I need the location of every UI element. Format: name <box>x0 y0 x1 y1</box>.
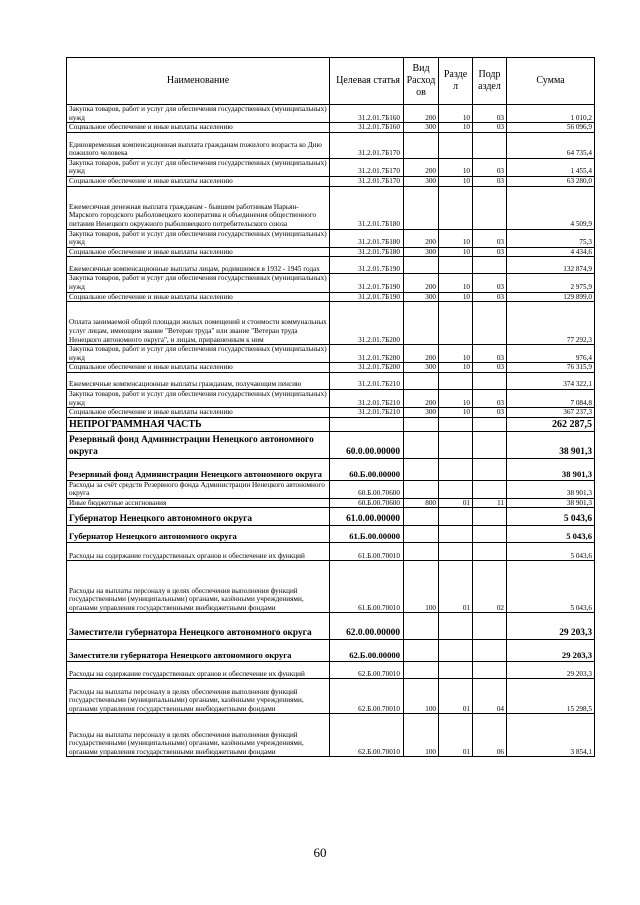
cell-sum: 76 315,9 <box>507 363 595 373</box>
cell-sum: 38 901,3 <box>507 431 595 458</box>
cell-sum: 262 287,5 <box>507 417 595 431</box>
cell-sum: 77 292,3 <box>507 302 595 345</box>
cell-podr: 03 <box>473 176 507 186</box>
cell-code <box>330 417 404 431</box>
table-row <box>67 292 595 302</box>
cell-vid <box>404 613 439 640</box>
cell-name: Расходы на содержание государственных органов и обеспечение их функций <box>67 543 330 561</box>
cell-sum: 374 322,1 <box>507 372 595 389</box>
cell-podr <box>473 186 507 229</box>
cell-name: Социальное обеспечение и иные выплаты населению <box>67 363 330 373</box>
cell-razd <box>439 480 473 498</box>
cell-code: 60.Б.00.70600 <box>330 480 404 498</box>
cell-vid <box>404 526 439 543</box>
cell-vid: 200 <box>404 105 439 123</box>
table-row <box>67 247 595 257</box>
cell-code: 31.2.01.7Б190 <box>330 257 404 274</box>
cell-sum: 5 043,6 <box>507 543 595 561</box>
cell-vid <box>404 132 439 158</box>
cell-vid: 200 <box>404 158 439 176</box>
cell-code: 31.2.01.7Б170 <box>330 132 404 158</box>
cell-podr: 03 <box>473 229 507 247</box>
cell-podr <box>473 526 507 543</box>
cell-razd: 10 <box>439 389 473 407</box>
cell-name: Социальное обеспечение и иные выплаты населению <box>67 292 330 302</box>
cell-vid <box>404 431 439 458</box>
cell-sum: 976,4 <box>507 345 595 363</box>
cell-razd: 01 <box>439 561 473 613</box>
cell-name: Заместители губернатора Ненецкого автономного округа <box>67 640 330 662</box>
cell-code: 31.2.01.7Б200 <box>330 302 404 345</box>
cell-name: Социальное обеспечение и иные выплаты населению <box>67 247 330 257</box>
cell-sum: 1 010,2 <box>507 105 595 123</box>
cell-vid <box>404 640 439 662</box>
cell-razd: 10 <box>439 274 473 292</box>
cell-vid <box>404 372 439 389</box>
cell-vid: 300 <box>404 247 439 257</box>
cell-sum: 15 298,5 <box>507 679 595 714</box>
header-sum: Сумма <box>507 58 595 105</box>
cell-name: Ежемесячная денежная выплата гражданам - бывшим работникам Нарьян-Марского городского рыболовецкого кооператива и объединения общественного питания Ненецкого окружного рыболовецкого потребительского союза <box>67 186 330 229</box>
cell-vid <box>404 480 439 498</box>
table-row <box>67 176 595 186</box>
header-target: Целевая статья <box>330 58 404 105</box>
cell-podr: 03 <box>473 247 507 257</box>
cell-sum: 75,3 <box>507 229 595 247</box>
cell-podr <box>473 458 507 480</box>
table-row <box>67 363 595 373</box>
cell-vid: 300 <box>404 176 439 186</box>
header-name: Наименование <box>67 58 330 105</box>
cell-code: 60.Б.00.00000 <box>330 458 404 480</box>
cell-sum: 5 043,6 <box>507 508 595 526</box>
cell-name: Ежемесячные компенсационные выплаты лицам, родившимся в 1932 - 1945 годах <box>67 257 330 274</box>
cell-vid <box>404 508 439 526</box>
table-row <box>67 274 595 292</box>
table-row <box>67 345 595 363</box>
table-row <box>67 526 595 543</box>
cell-name: Расходы на содержание государственных органов и обеспечение их функций <box>67 662 330 679</box>
cell-razd: 01 <box>439 714 473 757</box>
cell-razd: 10 <box>439 158 473 176</box>
cell-code: 31.2.01.7Б200 <box>330 363 404 373</box>
cell-razd: 01 <box>439 498 473 508</box>
cell-sum: 2 975,9 <box>507 274 595 292</box>
table-row <box>67 257 595 274</box>
cell-name: Губернатор Ненецкого автономного округа <box>67 508 330 526</box>
cell-code: 31.2.01.7Б210 <box>330 372 404 389</box>
cell-razd: 10 <box>439 345 473 363</box>
cell-vid <box>404 662 439 679</box>
cell-podr: 03 <box>473 408 507 418</box>
cell-vid: 300 <box>404 363 439 373</box>
cell-vid: 200 <box>404 274 439 292</box>
cell-razd: 10 <box>439 229 473 247</box>
cell-name: Единовременная компенсационная выплата гражданам пожилого возраста ко Дню пожилого человека <box>67 132 330 158</box>
table-row <box>67 640 595 662</box>
cell-vid <box>404 417 439 431</box>
cell-code: 31.2.01.7Б170 <box>330 158 404 176</box>
cell-podr <box>473 431 507 458</box>
cell-code: 31.2.01.7Б170 <box>330 176 404 186</box>
cell-podr: 03 <box>473 123 507 133</box>
cell-razd: 01 <box>439 679 473 714</box>
cell-name: Закупка товаров, работ и услуг для обеспечения государственных (муниципальных) нужд <box>67 389 330 407</box>
cell-razd <box>439 257 473 274</box>
header-vid: Вид Расход ов <box>404 58 439 105</box>
cell-razd <box>439 431 473 458</box>
cell-name: Расходы на выплаты персоналу в целях обеспечения выполнения функций государственными (муниципальными) органами, казёнными учреждениями, органами управления государственными внебюджетными фондами <box>67 714 330 757</box>
budget-table <box>66 57 595 757</box>
cell-razd: 10 <box>439 123 473 133</box>
cell-podr <box>473 132 507 158</box>
cell-podr <box>473 508 507 526</box>
table-row <box>67 543 595 561</box>
cell-razd <box>439 186 473 229</box>
cell-vid: 300 <box>404 408 439 418</box>
cell-podr: 03 <box>473 389 507 407</box>
cell-podr: 03 <box>473 274 507 292</box>
table-row <box>67 389 595 407</box>
cell-name: Заместители губернатора Ненецкого автономного округа <box>67 613 330 640</box>
cell-razd <box>439 458 473 480</box>
cell-sum: 3 854,1 <box>507 714 595 757</box>
table-row <box>67 372 595 389</box>
cell-code: 31.2.01.7Б180 <box>330 186 404 229</box>
cell-razd: 10 <box>439 176 473 186</box>
cell-sum: 367 237,3 <box>507 408 595 418</box>
cell-sum: 38 901,3 <box>507 480 595 498</box>
cell-name: Расходы на выплаты персоналу в целях обеспечения выполнения функций государственными (муниципальными) органами, казёнными учреждениями, органами управления государственными внебюджетными фондами <box>67 561 330 613</box>
cell-razd <box>439 613 473 640</box>
table-row <box>67 302 595 345</box>
cell-name: Закупка товаров, работ и услуг для обеспечения государственных (муниципальных) нужд <box>67 229 330 247</box>
table-row <box>67 431 595 458</box>
cell-code: 62.Б.00.70010 <box>330 662 404 679</box>
cell-vid: 200 <box>404 389 439 407</box>
cell-podr <box>473 640 507 662</box>
table-row <box>67 561 595 613</box>
cell-razd <box>439 526 473 543</box>
cell-podr <box>473 543 507 561</box>
cell-podr <box>473 372 507 389</box>
cell-code: 31.2.01.7Б180 <box>330 229 404 247</box>
cell-code: 62.Б.00.00000 <box>330 640 404 662</box>
cell-razd <box>439 543 473 561</box>
table-row <box>67 679 595 714</box>
cell-razd <box>439 662 473 679</box>
cell-razd <box>439 640 473 662</box>
cell-code: 31.2.01.7Б180 <box>330 247 404 257</box>
cell-podr: 03 <box>473 363 507 373</box>
cell-razd: 10 <box>439 408 473 418</box>
cell-code: 60.0.00.00000 <box>330 431 404 458</box>
cell-podr <box>473 257 507 274</box>
cell-podr: 03 <box>473 345 507 363</box>
cell-code: 60.Б.00.70600 <box>330 498 404 508</box>
cell-name: Закупка товаров, работ и услуг для обеспечения государственных (муниципальных) нужд <box>67 274 330 292</box>
cell-name: НЕПРОГРАММНАЯ ЧАСТЬ <box>67 417 330 431</box>
table-row <box>67 613 595 640</box>
cell-name: Социальное обеспечение и иные выплаты населению <box>67 408 330 418</box>
cell-code: 61.Б.00.70010 <box>330 561 404 613</box>
cell-podr: 06 <box>473 714 507 757</box>
cell-sum: 1 455,4 <box>507 158 595 176</box>
cell-sum: 4 509,9 <box>507 186 595 229</box>
cell-sum: 38 901,3 <box>507 498 595 508</box>
cell-vid <box>404 186 439 229</box>
cell-podr <box>473 302 507 345</box>
cell-code: 62.Б.00.70010 <box>330 714 404 757</box>
cell-code: 31.2.01.7Б190 <box>330 274 404 292</box>
cell-podr <box>473 662 507 679</box>
table-row <box>67 498 595 508</box>
cell-sum: 64 735,4 <box>507 132 595 158</box>
cell-name: Губернатор Ненецкого автономного округа <box>67 526 330 543</box>
cell-vid: 100 <box>404 561 439 613</box>
cell-code: 61.Б.00.00000 <box>330 526 404 543</box>
cell-sum: 38 901,3 <box>507 458 595 480</box>
cell-code: 62.0.00.00000 <box>330 613 404 640</box>
cell-sum: 29 203,3 <box>507 640 595 662</box>
cell-podr: 03 <box>473 292 507 302</box>
cell-podr <box>473 417 507 431</box>
cell-name: Закупка товаров, работ и услуг для обеспечения государственных (муниципальных) нужд <box>67 105 330 123</box>
table-row <box>67 417 595 431</box>
cell-code: 31.2.01.7Б210 <box>330 389 404 407</box>
cell-podr: 03 <box>473 158 507 176</box>
cell-sum: 56 096,9 <box>507 123 595 133</box>
cell-razd <box>439 508 473 526</box>
cell-vid <box>404 302 439 345</box>
cell-sum: 7 084,8 <box>507 389 595 407</box>
cell-razd <box>439 372 473 389</box>
cell-podr <box>473 480 507 498</box>
table-row <box>67 662 595 679</box>
cell-sum: 4 434,6 <box>507 247 595 257</box>
budget-table-container <box>66 57 594 757</box>
cell-name: Социальное обеспечение и иные выплаты населению <box>67 176 330 186</box>
cell-name: Расходы за счёт средств Резервного фонда Администрации Ненецкого автономного округа <box>67 480 330 498</box>
cell-sum: 5 043,6 <box>507 526 595 543</box>
cell-name: Закупка товаров, работ и услуг для обеспечения государственных (муниципальных) нужд <box>67 158 330 176</box>
cell-razd: 10 <box>439 247 473 257</box>
cell-vid: 200 <box>404 229 439 247</box>
cell-name: Иные бюджетные ассигнования <box>67 498 330 508</box>
cell-sum: 29 203,3 <box>507 662 595 679</box>
table-row <box>67 158 595 176</box>
cell-sum: 5 043,6 <box>507 561 595 613</box>
table-row <box>67 123 595 133</box>
cell-razd <box>439 417 473 431</box>
page-number: 60 <box>313 845 327 860</box>
cell-razd <box>439 132 473 158</box>
cell-code: 31.2.01.7Б200 <box>330 345 404 363</box>
cell-razd: 10 <box>439 105 473 123</box>
cell-razd: 10 <box>439 363 473 373</box>
cell-code: 61.Б.00.70010 <box>330 543 404 561</box>
cell-vid: 300 <box>404 292 439 302</box>
table-row <box>67 508 595 526</box>
cell-code: 31.2.01.7Б190 <box>330 292 404 302</box>
cell-name: Оплата занимаемой общей площади жилых помещений и стоимости коммунальных услуг лицам, имеющим звание "Ветеран труда" или звание "Ветеран труда Ненецкого автономного округа", и лицам, приравненным к ним <box>67 302 330 345</box>
cell-vid: 100 <box>404 714 439 757</box>
cell-name: Расходы на выплаты персоналу в целях обеспечения выполнения функций государственными (муниципальными) органами, казёнными учреждениями, органами управления государственными внебюджетными фондами <box>67 679 330 714</box>
cell-vid: 200 <box>404 345 439 363</box>
cell-podr: 11 <box>473 498 507 508</box>
cell-podr: 04 <box>473 679 507 714</box>
cell-razd: 10 <box>439 292 473 302</box>
cell-name: Социальное обеспечение и иные выплаты населению <box>67 123 330 133</box>
cell-podr: 03 <box>473 105 507 123</box>
cell-vid <box>404 543 439 561</box>
cell-name: Резервный фонд Администрации Ненецкого автономного округа <box>67 458 330 480</box>
header-podrazdel: Подр аздел <box>473 58 507 105</box>
cell-name: Резервный фонд Администрации Ненецкого автономного округа <box>67 431 330 458</box>
cell-vid: 100 <box>404 679 439 714</box>
table-row <box>67 132 595 158</box>
cell-sum: 132 874,9 <box>507 257 595 274</box>
table-row <box>67 480 595 498</box>
cell-vid: 800 <box>404 498 439 508</box>
table-row <box>67 408 595 418</box>
cell-code: 31.2.01.7Б210 <box>330 408 404 418</box>
cell-podr <box>473 613 507 640</box>
cell-code: 62.Б.00.70010 <box>330 679 404 714</box>
cell-sum: 63 280,0 <box>507 176 595 186</box>
cell-sum: 129 899,0 <box>507 292 595 302</box>
cell-sum: 29 203,3 <box>507 613 595 640</box>
cell-podr: 02 <box>473 561 507 613</box>
header-razdel: Разде л <box>439 58 473 105</box>
cell-code: 31.2.01.7Б160 <box>330 123 404 133</box>
table-header-row <box>67 58 595 105</box>
table-row <box>67 714 595 757</box>
table-row <box>67 458 595 480</box>
cell-vid: 300 <box>404 123 439 133</box>
cell-vid <box>404 257 439 274</box>
cell-code: 61.0.00.00000 <box>330 508 404 526</box>
cell-razd <box>439 302 473 345</box>
cell-name: Закупка товаров, работ и услуг для обеспечения государственных (муниципальных) нужд <box>67 345 330 363</box>
cell-name: Ежемесячные компенсационные выплаты гражданам, получающим пенсию <box>67 372 330 389</box>
cell-vid <box>404 458 439 480</box>
cell-code: 31.2.01.7Б160 <box>330 105 404 123</box>
table-row <box>67 186 595 229</box>
table-row <box>67 229 595 247</box>
table-row <box>67 105 595 123</box>
